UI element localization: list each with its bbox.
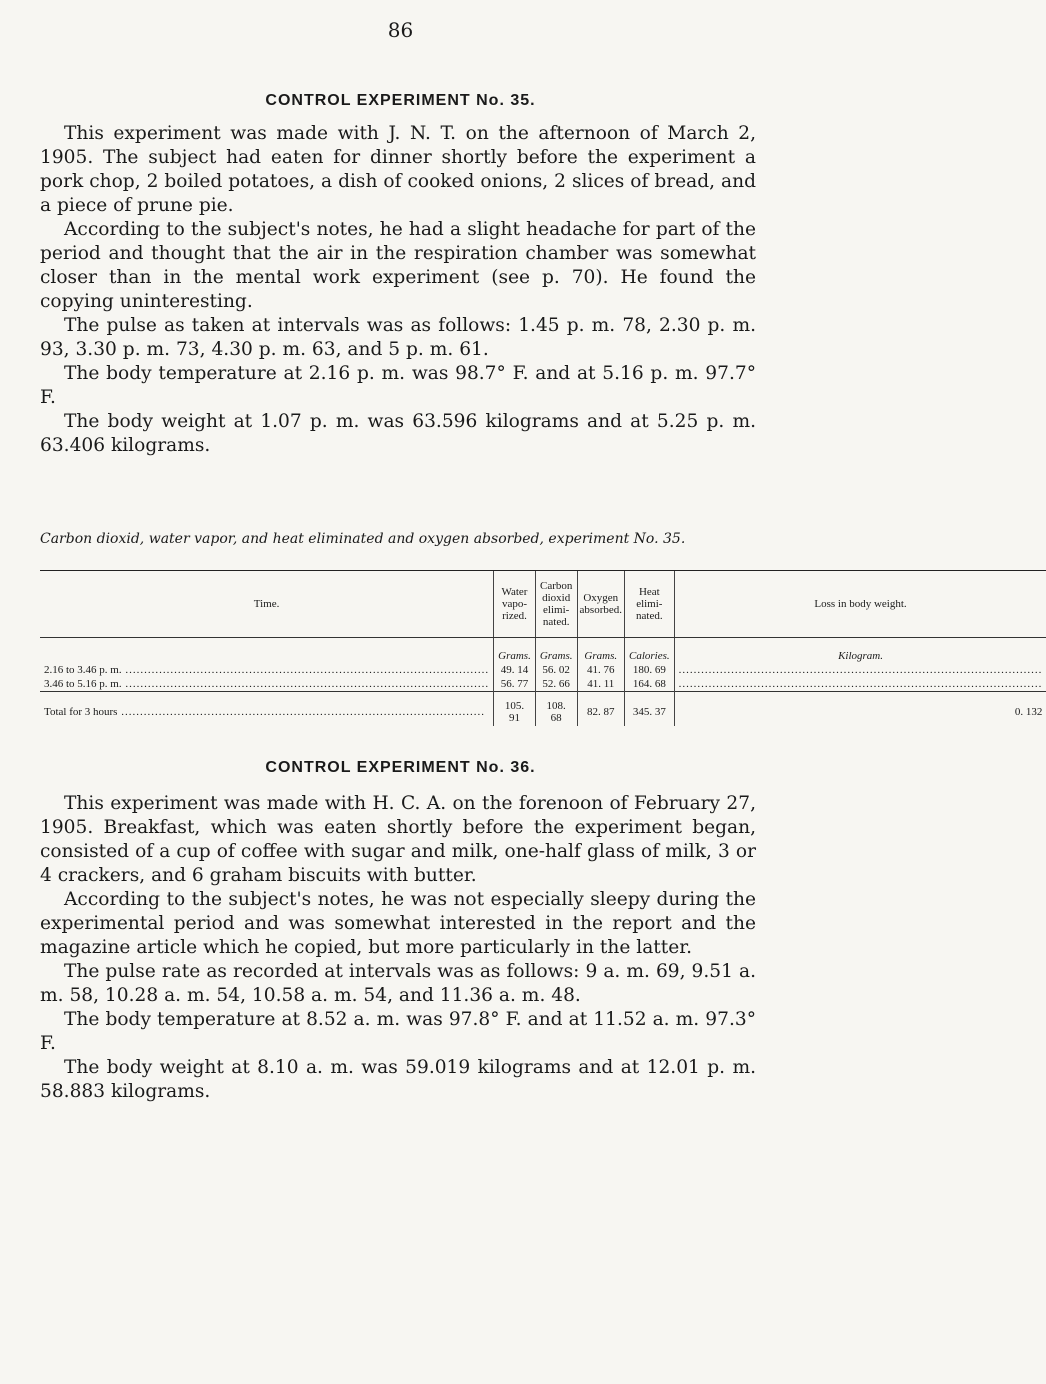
cell-water: 56. 77 bbox=[494, 677, 536, 692]
header-water-vaporized: Water vapo-rized. bbox=[494, 571, 536, 638]
paragraph: The body weight at 8.10 a. m. was 59.019 kilograms and at 12.01 p. m. 58.883 kilograms. bbox=[40, 1057, 756, 1102]
total-label bbox=[40, 692, 494, 727]
paragraph: The pulse rate as recorded at intervals was as follows: 9 a. m. 69, 9.51 a. m. 58, 10.28 a. m. 54, 10.58 a. m. 54, and 11.36 a. m. 48. bbox=[40, 961, 756, 1006]
cell-water: 49. 14 bbox=[494, 663, 536, 677]
results-table bbox=[40, 570, 1046, 726]
cell-oxygen: 41. 76 bbox=[577, 663, 624, 677]
cell-co2: 56. 02 bbox=[535, 663, 577, 677]
table-row bbox=[40, 677, 1046, 692]
table-caption: Carbon dioxid, water vapor, and heat eliminated and oxygen absorbed, experiment No. 35. bbox=[40, 531, 686, 547]
unit-cell bbox=[40, 638, 494, 664]
unit-cell: Calories. bbox=[625, 638, 675, 664]
row-time-text: 2.16 to 3.46 p. m. bbox=[44, 664, 122, 676]
row-time-text: 3.46 to 5.16 p. m. bbox=[44, 678, 122, 690]
table-total-row bbox=[40, 692, 1046, 727]
header-oxygen: Oxygen absorbed. bbox=[577, 571, 624, 638]
unit-cell: Grams. bbox=[577, 638, 624, 664]
total-label-text: Total for 3 hours bbox=[44, 706, 118, 718]
paragraph: The body temperature at 2.16 p. m. was 98.7° F. and at 5.16 p. m. 97.7° F. bbox=[40, 363, 756, 408]
paragraph: The pulse as taken at intervals was as follows: 1.45 p. m. 78, 2.30 p. m. 93, 3.30 p. m. 73, 4.30 p. m. 63, and 5 p. m. 61. bbox=[40, 315, 756, 360]
total-heat: 345. 37 bbox=[625, 692, 675, 727]
cell-co2: 52. 66 bbox=[535, 677, 577, 692]
cell-heat: 164. 68 bbox=[625, 677, 675, 692]
row-time bbox=[40, 677, 494, 692]
units-row bbox=[40, 638, 1046, 664]
total-loss: 0. 132 bbox=[674, 692, 1046, 727]
paragraph: According to the subject's notes, he was not especially sleepy during the experimental period and was somewhat interested in the report and the magazine article which he copied, but more particularly in the latter. bbox=[40, 889, 756, 958]
header-carbon-dioxid: Carbon dioxid elimi-nated. bbox=[535, 571, 577, 638]
header-time: Time. bbox=[40, 571, 494, 638]
header-loss-weight: Loss in body weight. bbox=[674, 571, 1046, 638]
paragraph: According to the subject's notes, he had a slight headache for part of the period and thought that the air in the respiration chamber was somewhat closer than in the mental work experiment (see p. 70). He found the copying uninteresting. bbox=[40, 219, 756, 312]
cell-heat: 180. 69 bbox=[625, 663, 675, 677]
total-co2: 108. 68 bbox=[535, 692, 577, 727]
unit-cell: Grams. bbox=[535, 638, 577, 664]
cell-oxygen: 41. 11 bbox=[577, 677, 624, 692]
experiment-35-heading: CONTROL EXPERIMENT No. 35. bbox=[265, 92, 536, 109]
table-row bbox=[40, 663, 1046, 677]
experiment-35-text bbox=[40, 122, 756, 458]
paragraph: This experiment was made with J. N. T. on the afternoon of March 2, 1905. The subject had eaten for dinner shortly before the experiment a pork chop, 2 boiled potatoes, a dish of cooked onions, 2 slices of bread, and a piece of prune pie. bbox=[40, 123, 756, 216]
unit-cell: Kilogram. bbox=[674, 638, 1046, 664]
paragraph: The body temperature at 8.52 a. m. was 97.8° F. and at 11.52 a. m. 97.3° F. bbox=[40, 1009, 756, 1054]
paragraph: This experiment was made with H. C. A. on the forenoon of February 27, 1905. Breakfast, which was eaten shortly before the experiment began, consisted of a cup of coffee with sugar and milk, one-half glass of milk, 3 or 4 crackers, and 6 graham biscuits with butter. bbox=[40, 793, 756, 886]
experiment-36-heading: CONTROL EXPERIMENT No. 36. bbox=[265, 759, 536, 776]
table-header-row bbox=[40, 571, 1046, 638]
total-oxygen: 82. 87 bbox=[577, 692, 624, 727]
header-heat: Heat elimi-nated. bbox=[625, 571, 675, 638]
experiment-36-text bbox=[40, 792, 756, 1104]
total-water: 105. 91 bbox=[494, 692, 536, 727]
page-number: 86 bbox=[387, 18, 414, 42]
cell-loss bbox=[674, 663, 1046, 677]
paragraph: The body weight at 1.07 p. m. was 63.596 kilograms and at 5.25 p. m. 63.406 kilograms. bbox=[40, 411, 756, 456]
row-time bbox=[40, 663, 494, 677]
cell-loss bbox=[674, 677, 1046, 692]
unit-cell: Grams. bbox=[494, 638, 536, 664]
